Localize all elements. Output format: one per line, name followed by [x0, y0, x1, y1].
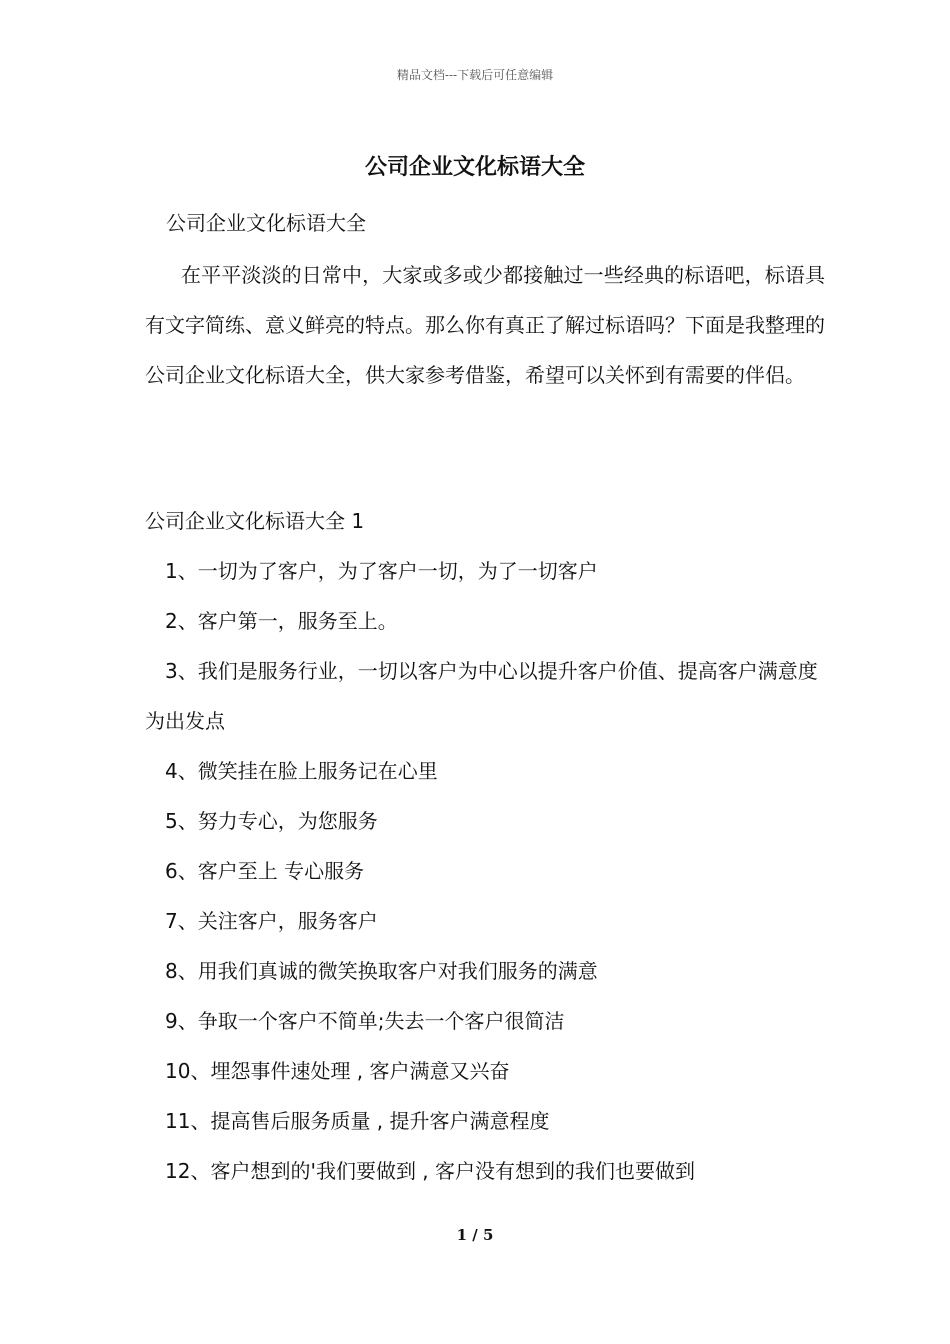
list-item: 6、客户至上 专心服务 — [165, 859, 365, 883]
list-item: 12、客户想到的'我们要做到 , 客户没有想到的我们也要做到 — [165, 1159, 696, 1183]
slogan-list — [145, 546, 825, 1196]
page-number: 1 / 5 — [456, 1226, 494, 1244]
list-item: 2、客户第一，服务至上。 — [165, 609, 398, 633]
list-item: 4、微笑挂在脸上服务记在心里 — [165, 759, 438, 783]
header-note: 精品文档---下载后可任意编辑 — [396, 68, 554, 82]
list-item: 5、努力专心，为您服务 — [165, 809, 378, 833]
intro-paragraph: 在平平淡淡的日常中，大家或多或少都接触过一些经典的标语吧，标语具有文字简练、意义鲜亮的特点。那么你有真正了解过标语吗？下面是我整理的公司企业文化标语大全，供大家参考借鉴，希望可以关怀到有需要的伴侣。 — [145, 263, 825, 387]
list-item: 3、我们是服务行业，一切以客户为中心以提升客户价值、提高客户满意度为出发点 — [145, 659, 818, 733]
list-item: 8、用我们真诚的微笑换取客户对我们服务的满意 — [165, 959, 598, 983]
list-item: 7、关注客户，服务客户 — [165, 909, 378, 933]
document-title: 公司企业文化标语大全 — [364, 154, 585, 180]
list-item: 11、提高售后服务质量 , 提升客户满意程度 — [165, 1109, 550, 1133]
section-heading: 公司企业文化标语大全 1 — [145, 509, 365, 533]
list-item: 9、争取一个客户不简单;失去一个客户很简洁 — [165, 1009, 565, 1033]
list-item: 1、一切为了客户，为了客户一切，为了一切客户 — [165, 559, 598, 583]
document-subtitle: 公司企业文化标语大全 — [166, 211, 366, 235]
list-item: 10、埋怨事件速处理 , 客户满意又兴奋 — [165, 1059, 510, 1083]
